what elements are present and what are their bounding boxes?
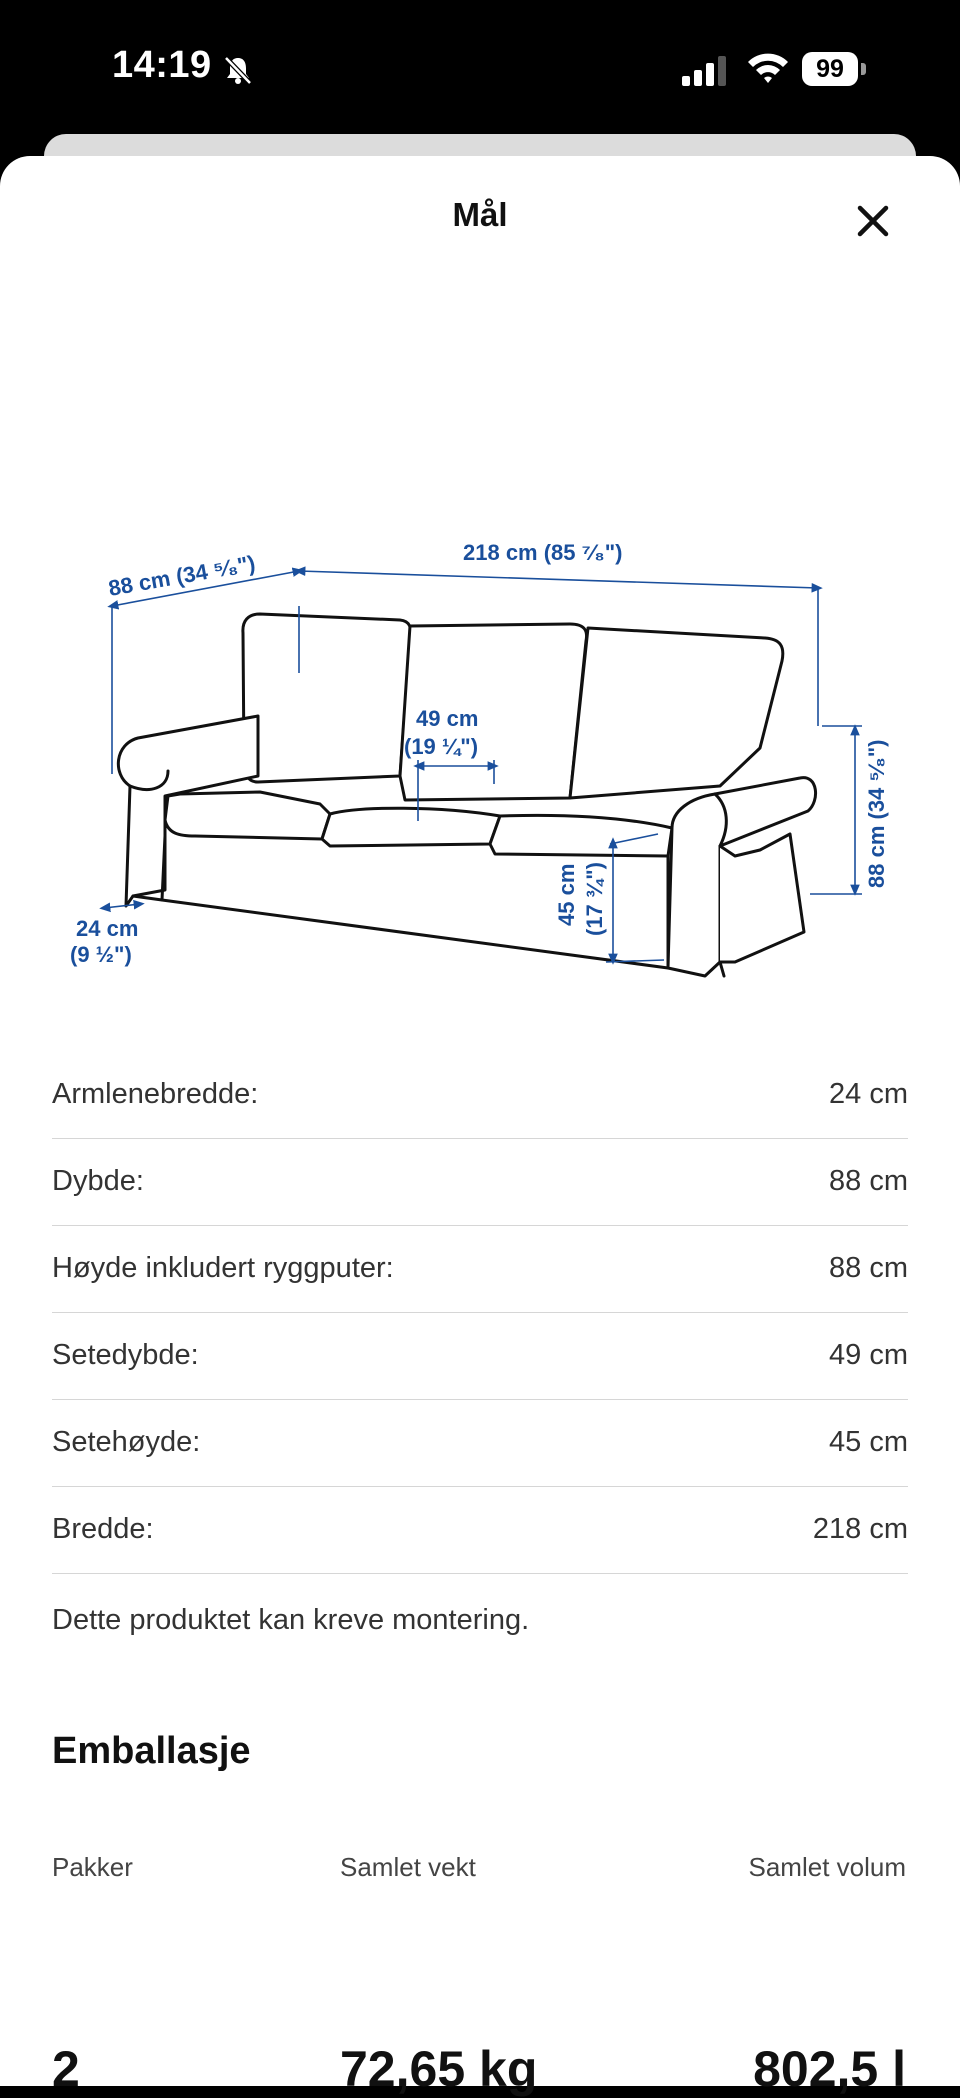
packaging-title: Emballasje [52, 1730, 251, 1772]
battery-icon [802, 52, 866, 86]
volume-label: Samlet volum [748, 1852, 906, 1882]
close-icon[interactable] [848, 196, 898, 246]
dimension-label: Setedybde: [52, 1339, 199, 1371]
weight-value: 72,65 kg [340, 2041, 538, 2097]
dimension-label: Armlenebredde: [52, 1078, 259, 1110]
dimension-row [52, 1400, 908, 1487]
bell-slash-icon [222, 54, 254, 86]
status-time: 14:19 [112, 44, 212, 86]
dimension-list [52, 1052, 908, 1574]
height-right-label: 88 cm (34 ⁵⁄₈") [864, 739, 889, 888]
packages-label: Pakker [52, 1852, 133, 1882]
signal-icon [680, 56, 730, 86]
dimension-value: 88 cm [829, 1252, 908, 1284]
packages-value: 2 [52, 2041, 80, 2097]
sheet-title: Mål [452, 196, 508, 233]
dimension-value: 45 cm [829, 1426, 908, 1458]
dimension-row [52, 1139, 908, 1226]
seat-depth-label-2: (19 ¼") [404, 734, 479, 759]
dimension-value: 88 cm [829, 1165, 908, 1197]
depth-top-label: 88 cm (34 ⁵⁄₈") [106, 550, 258, 601]
dimension-value: 24 cm [829, 1078, 908, 1110]
dimension-value: 49 cm [829, 1339, 908, 1371]
dimension-row [52, 1052, 908, 1139]
dimension-label: Bredde: [52, 1513, 154, 1545]
seat-height-label-2: (17 ¾") [582, 861, 607, 936]
seat-height-label-1: 45 cm [554, 863, 579, 926]
dimension-row [52, 1487, 908, 1574]
dimension-label: Høyde inkludert ryggputer: [52, 1252, 394, 1284]
battery-level: 99 [802, 52, 858, 86]
dimension-label: Dybde: [52, 1165, 144, 1197]
sofa-drawing [118, 614, 815, 976]
wifi-icon [746, 50, 790, 86]
arm-width-label-2: (9 ½") [70, 942, 132, 967]
assembly-note: Dette produktet kan kreve montering. [52, 1604, 530, 1636]
dimension-value: 218 cm [812, 1513, 908, 1545]
dimension-label: Setehøyde: [52, 1426, 201, 1458]
seat-depth-label-1: 49 cm [416, 706, 479, 731]
arm-width-label-1: 24 cm [76, 916, 139, 941]
dimension-row [52, 1313, 908, 1400]
dimension-row [52, 1226, 908, 1313]
status-bar [0, 0, 960, 135]
weight-label: Samlet vekt [340, 1852, 476, 1882]
volume-value: 802,5 l [753, 2041, 906, 2097]
width-top-label: 218 cm (85 ⁷⁄₈") [463, 540, 623, 565]
